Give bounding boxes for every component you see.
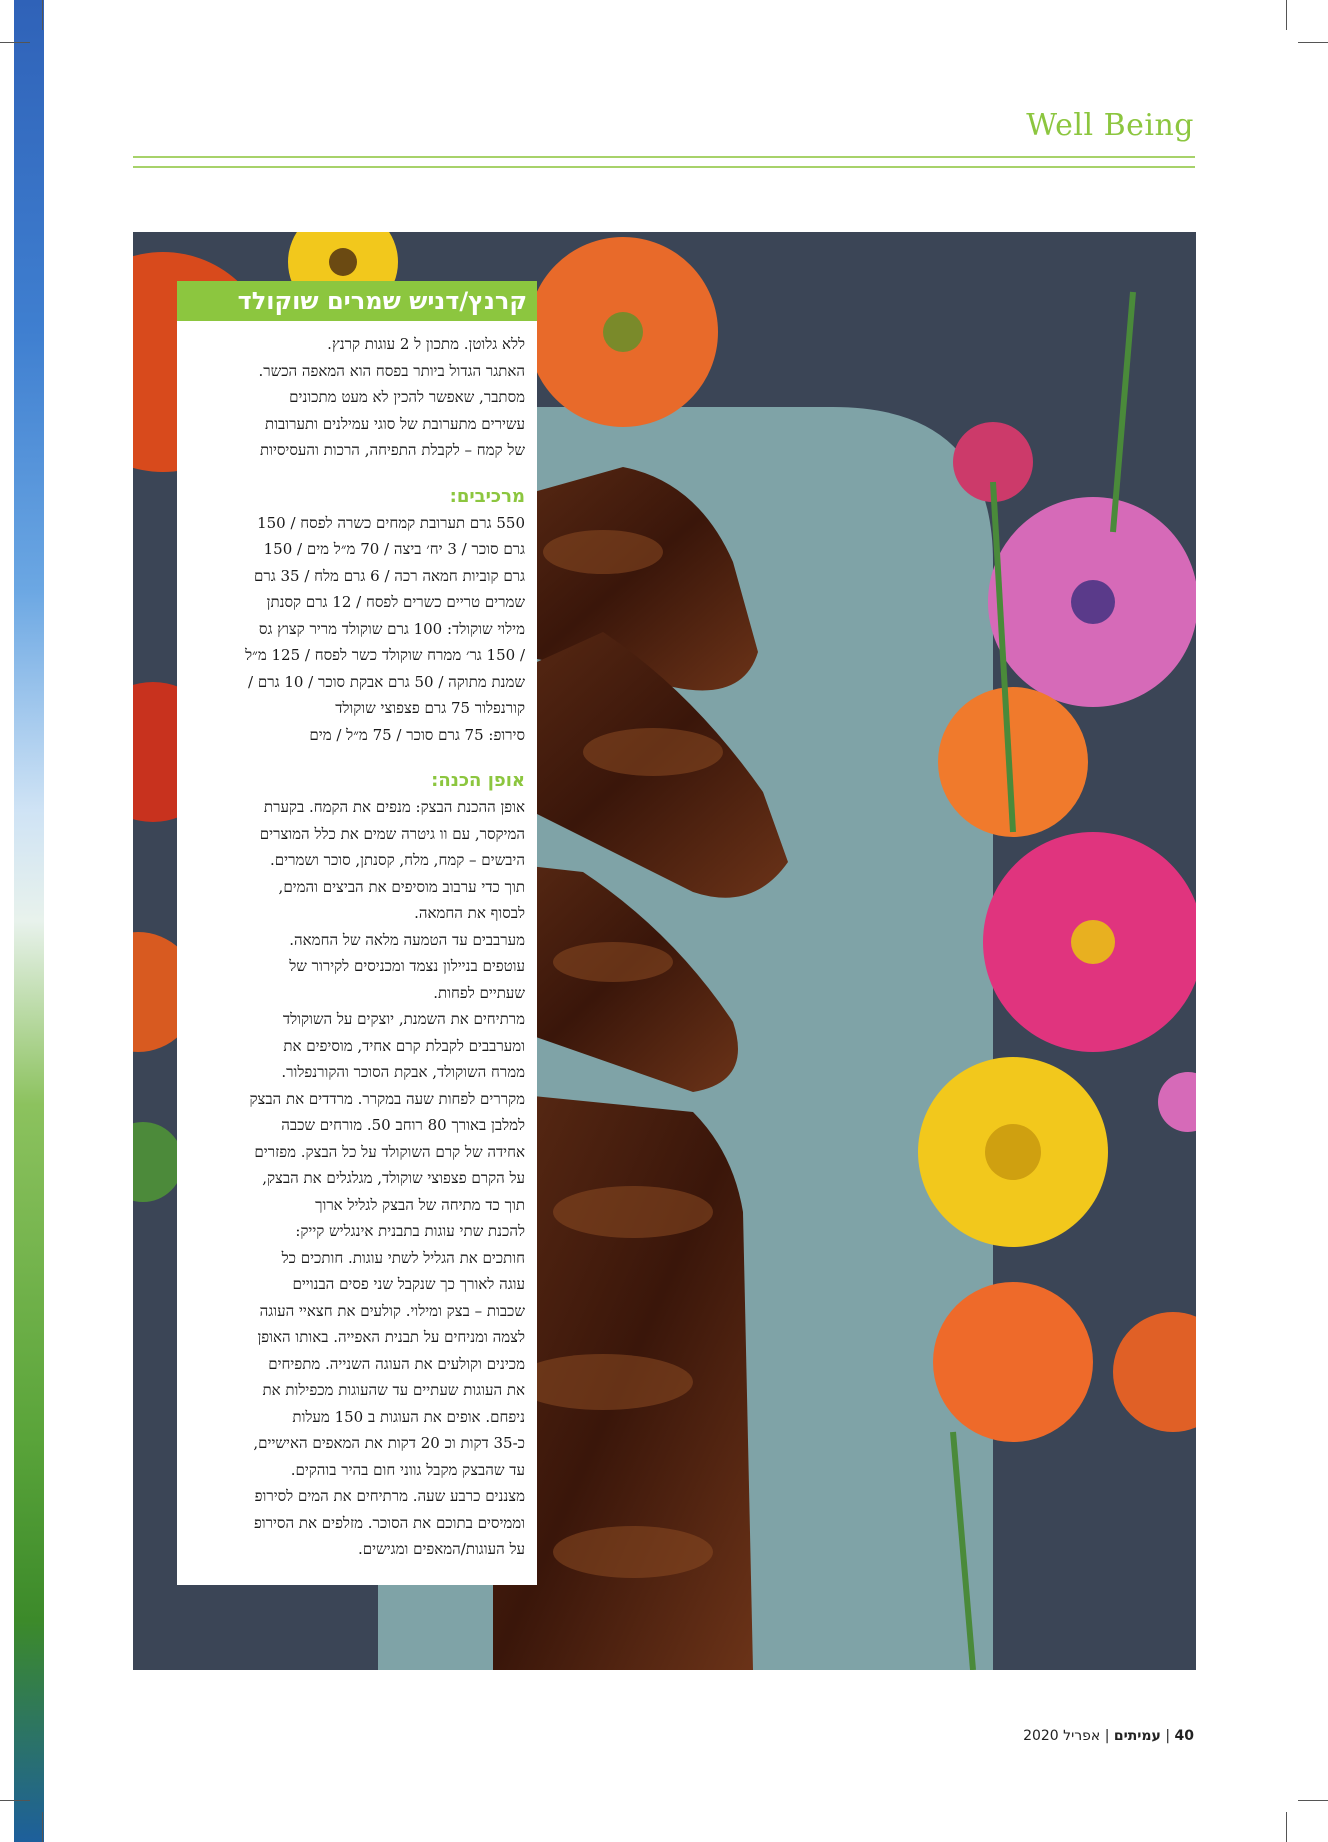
method-line: עוטפים בניילון נצמד ומכניסים לקירור של [289, 957, 525, 975]
ingredient-line: שמרים טריים כשרים לפסח / 12 גרם קסנתן [266, 593, 525, 611]
ingredient-line: גרם סוכר / 3 יח׳ ביצה / 70 מ״ל מים / 150 [263, 540, 525, 558]
method-line: שכבות – בצק ומילוי. קולעים את חצאיי העוגה [259, 1301, 525, 1320]
footer-separator: | [1104, 1728, 1110, 1744]
method-line: ניפחם. אופים את העוגות ב 150 מעלות [292, 1407, 525, 1426]
method-line: אופן ההכנת הבצק: מנפים את הקמח. בקערת [263, 798, 525, 816]
method-line: וממיסים בתוכם את הסוכר. מזלפים את הסירופ [253, 1513, 525, 1532]
method-line: מקררים לפחות שעה במקרר. מרדדים את הבצק [249, 1089, 525, 1108]
header-rule [133, 156, 1195, 158]
method-line: תוך כד מתיחה של הבצק לגליל ארוך [315, 1195, 525, 1214]
recipe-intro [187, 331, 525, 464]
method-line: תוך כדי ערבוב מוסיפים את הביצים והמים, [278, 877, 525, 896]
method-line: מרתיחים את השמנת, יוצקים על השוקולד [282, 1010, 525, 1028]
method-line: המיקסר, עם וו גיטרה שמים את כלל המוצרים [259, 824, 525, 843]
page-footer [1023, 1728, 1194, 1744]
recipe-body [177, 321, 537, 1563]
intro-line: של קמח – לקבלת התפיחה, הרכות והעסיסיות [259, 441, 525, 459]
method-line: שעתיים לפחות. [433, 983, 525, 1002]
magazine-name: עמיתים [1113, 1728, 1161, 1744]
ingredient-line: / 150 גר׳ ממרח שוקולד כשר לפסח / 125 מ״ל [245, 646, 525, 664]
ingredients-list [187, 510, 525, 749]
method-line: חותכים את הגליל לשתי עוגות. חותכים כל [281, 1248, 525, 1267]
method-line: על הקרם פצפוצי שוקולד, מגלגלים את הבצק, [262, 1169, 525, 1187]
method-line: מערבבים עד הטמעה מלאה של החמאה. [289, 930, 525, 949]
method-line: עד שהבצק מקבל גווני חום בהיר בוהקים. [290, 1460, 525, 1479]
ingredient-line: גרם קוביות חמאה רכה / 6 גרם מלח / 35 גרם [254, 566, 525, 585]
method-line: מצננים כרבע שעה. מרתיחים את המים לסירופ [254, 1487, 525, 1505]
header-rule [133, 166, 1195, 168]
crop-mark [1298, 42, 1328, 43]
crop-mark [42, 0, 43, 30]
intro-line: מסתבר, שאפשר להכין לא מעט מתכונים [289, 388, 525, 406]
decorative-side-strip [14, 0, 44, 1842]
section-title: Well Being [1026, 108, 1194, 143]
intro-line: עשירים מתערובת של סוגי עמילנים ותערובות [265, 414, 525, 433]
crop-mark [1298, 1800, 1328, 1801]
footer-separator: | [1165, 1728, 1171, 1744]
crop-mark [0, 1800, 30, 1801]
method-line: היבשים – קמח, מלח, קסנתן, סוכר ושמרים. [270, 851, 525, 869]
method-line: ומערבבים לקבלת קרם אחיד, מוסיפים את [283, 1036, 525, 1055]
ingredient-line: סירופ: 75 גרם סוכר / 75 מ״ל / מים [309, 725, 525, 744]
page-number: 40 [1174, 1728, 1194, 1744]
method-line: למלבן באורך 80 רוחב 50. מורחים שכבה [281, 1116, 525, 1134]
ingredient-line: שמנת מתוקה / 50 גרם אבקת סוכר / 10 גרם / [248, 672, 525, 691]
method-line: אחידה של קרם השוקולד על כל הבצק. מפזרים [254, 1142, 525, 1161]
method-line: מכינים וקולעים את העוגה השנייה. מתפיחים [268, 1354, 525, 1373]
recipe-title: קרנץ/דניש שמרים שוקולד [177, 281, 537, 321]
crop-mark [1286, 1812, 1287, 1842]
recipe-box [177, 281, 537, 1585]
method-heading: אופן הכנה: [431, 770, 525, 791]
ingredients-heading: מרכיבים: [449, 485, 525, 507]
method-line: על העוגות/המאפים ומגישים. [358, 1540, 525, 1558]
intro-line: ללא גלוטן. מתכון ל 2 עוגות קרנץ. [327, 335, 525, 353]
method-line: להכנת שתי עוגות בתבנית אינגליש קייק: [295, 1222, 525, 1240]
crop-mark [42, 1812, 43, 1842]
ingredient-line: 550 גרם תערובת קמחים כשרה לפסח / 150 [257, 513, 525, 532]
method-line: את העוגות שעתיים עד שהעוגות מכפילות את [262, 1381, 525, 1399]
method-line: עוגה לאורך כך שנקבל שני פסים הבנויים [292, 1275, 525, 1293]
crop-mark [1286, 0, 1287, 30]
issue-date: אפריל 2020 [1023, 1728, 1101, 1744]
ingredient-line: קורנפלור 75 גרם פצפוצי שוקולד [335, 699, 525, 717]
crop-mark [0, 42, 30, 43]
intro-line: האתגר הגדול ביותר בפסח הוא המאפה הכשר. [258, 361, 525, 380]
method-list [187, 794, 525, 1563]
method-line: כ-35 דקות וכ 20 דקות את המאפים האישיים, [253, 1434, 525, 1452]
ingredient-line: מילוי שוקולד: 100 גרם שוקולד מריר קצוץ גס [258, 619, 525, 638]
method-line: ממרח השוקולד, אבקת הסוכר והקורנפלור. [281, 1063, 525, 1081]
method-line: לבסוף את החמאה. [414, 904, 525, 922]
method-line: לצמה ומניחים על תבנית האפייה. באותו האופן [257, 1328, 525, 1346]
